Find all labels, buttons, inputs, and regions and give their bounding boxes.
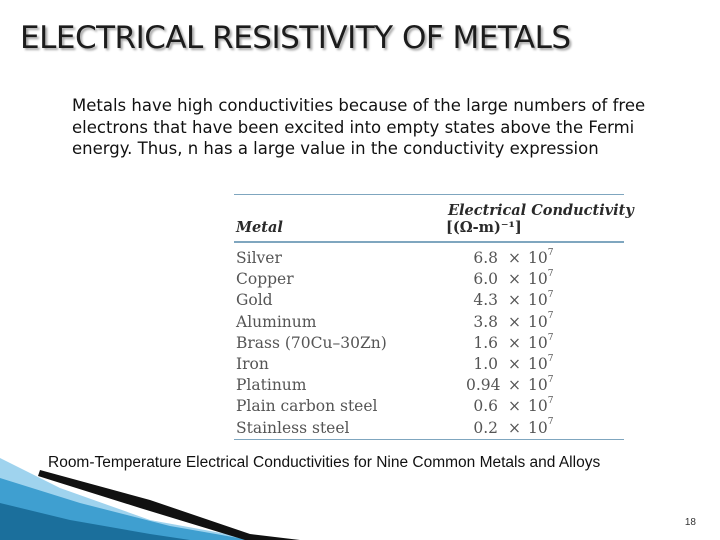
power-base: 10 — [528, 312, 548, 331]
power-of-ten — [528, 397, 553, 415]
power-base: 10 — [528, 418, 548, 437]
metal-name: Copper — [236, 270, 294, 289]
times-symbol: × — [508, 355, 521, 373]
times-symbol: × — [508, 418, 521, 437]
power-exponent: 7 — [547, 269, 554, 280]
metal-name: Iron — [236, 355, 269, 373]
power-base: 10 — [528, 397, 548, 416]
power-exponent: 7 — [547, 332, 554, 343]
power-of-ten — [528, 376, 553, 394]
column-header-units: [(Ω-m)⁻¹] — [446, 219, 522, 236]
conductivity-value: 0.6 — [473, 397, 498, 416]
table-row — [234, 397, 624, 418]
metal-name: Aluminum — [236, 312, 317, 331]
power-exponent: 7 — [547, 396, 554, 407]
power-base: 10 — [528, 291, 548, 310]
metal-name: Stainless steel — [236, 418, 350, 437]
power-of-ten — [528, 419, 553, 437]
conductivity-value: 1.6 — [473, 333, 498, 352]
times-symbol: × — [508, 397, 521, 416]
power-exponent: 7 — [547, 311, 554, 322]
metal-name: Brass (70Cu–30Zn) — [236, 333, 387, 352]
metal-name: Plain carbon steel — [236, 397, 378, 416]
table-row — [234, 270, 624, 291]
conductivity-value: 4.3 — [473, 291, 498, 310]
decorative-swoosh — [0, 448, 720, 540]
power-exponent: 7 — [547, 353, 554, 364]
table-header-rule — [234, 241, 624, 243]
power-base: 10 — [528, 249, 548, 267]
table-row — [234, 376, 624, 397]
conductivity-value: 6.8 — [473, 249, 498, 267]
times-symbol: × — [508, 376, 521, 395]
page-number: 18 — [684, 517, 696, 528]
table-row — [234, 419, 624, 440]
table-row — [234, 313, 624, 334]
metal-name: Silver — [236, 249, 282, 267]
power-of-ten — [528, 313, 553, 331]
conductivity-table — [234, 194, 634, 442]
power-base: 10 — [528, 333, 548, 352]
times-symbol: × — [508, 333, 521, 352]
table-row — [234, 249, 624, 270]
table-row — [234, 291, 624, 312]
table-row — [234, 355, 624, 376]
power-exponent: 7 — [547, 375, 554, 386]
power-exponent: 7 — [547, 290, 554, 301]
slide-title: ELECTRICAL RESISTIVITY OF METALS — [20, 20, 571, 56]
conductivity-value: 3.8 — [473, 312, 498, 331]
times-symbol: × — [508, 312, 521, 331]
intro-paragraph: Metals have high conductivities because of the large numbers of free electrons that have been excited into empty states above the Fermi energy. Thus, n has a large value in the conductivity expression — [72, 96, 646, 158]
times-symbol: × — [508, 249, 521, 267]
times-symbol: × — [508, 291, 521, 310]
power-of-ten — [528, 355, 553, 373]
conductivity-value: 0.2 — [473, 418, 498, 437]
power-base: 10 — [528, 270, 548, 289]
power-of-ten — [528, 270, 553, 288]
power-of-ten — [528, 249, 553, 267]
conductivity-value: 1.0 — [473, 355, 498, 373]
column-header-conductivity: Electrical Conductivity — [448, 202, 634, 219]
conductivity-value: 0.94 — [466, 376, 501, 395]
table-top-rule — [234, 194, 624, 195]
power-base: 10 — [528, 355, 548, 373]
metal-name: Gold — [236, 291, 273, 310]
power-base: 10 — [528, 376, 548, 395]
metal-name: Platinum — [236, 376, 307, 395]
conductivity-value: 6.0 — [473, 270, 498, 289]
table-row — [234, 334, 624, 355]
table-bottom-rule — [234, 439, 624, 440]
power-of-ten — [528, 334, 553, 352]
column-header-metal: Metal — [236, 219, 283, 236]
figure-caption: Room-Temperature Electrical Conductivities for Nine Common Metals and Alloys — [48, 454, 601, 471]
power-of-ten — [528, 291, 553, 309]
power-exponent: 7 — [547, 417, 554, 428]
power-exponent: 7 — [547, 247, 554, 258]
times-symbol: × — [508, 270, 521, 289]
